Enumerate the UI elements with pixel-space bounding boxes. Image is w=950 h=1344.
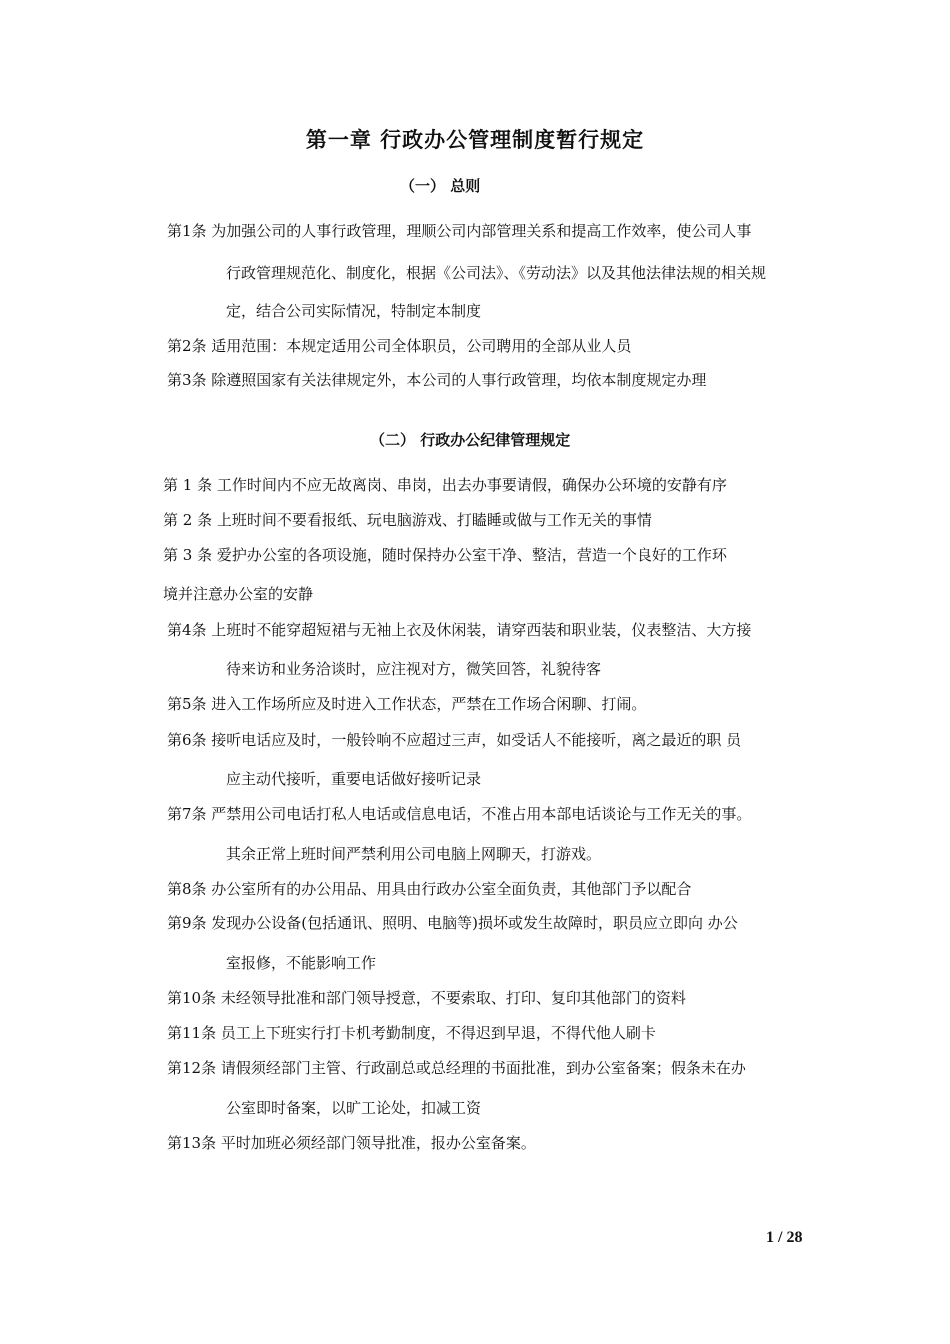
section-heading-discipline: （二） 行政办公纪律管理规定 (370, 431, 571, 449)
article-line: 其余正常上班时间严禁利用公司电脑上网聊天，打游戏。 (226, 845, 602, 863)
chapter-title: 第一章 行政办公管理制度暂行规定 (305, 128, 645, 152)
article-line: 境并注意办公室的安静 (163, 585, 314, 603)
article-line: 待来访和业务洽谈时，应注视对方，微笑回答，礼貌待客 (226, 660, 602, 678)
article-line: 定，结合公司实际情况，特制定本制度 (226, 302, 482, 320)
article-line: 公室即时备案，以旷工论处，扣减工资 (226, 1099, 482, 1117)
article-line: 第5条 进入工作场所应及时进入工作状态，严禁在工作场合闲聊、打闹。 (167, 695, 647, 713)
article-line: 第11条 员工上下班实行打卡机考勤制度，不得迟到早退，不得代他人刷卡 (167, 1024, 656, 1042)
page-number: 1 / 28 (766, 1229, 803, 1246)
article-line: 第7条 严禁用公司电话打私人电话或信息电话，不准占用本部电话谈论与工作无关的事。 (167, 805, 752, 823)
article-line: 第6条 接听电话应及时，一般铃响不应超过三声，如受话人不能接听，离之最近的职 员 (167, 731, 742, 749)
section-heading-general: （一） 总则 (400, 177, 481, 195)
article-line: 第10条 未经领导批准和部门领导授意，不要索取、打印、复印其他部门的资料 (167, 989, 686, 1007)
article-line: 第8条 办公室所有的办公用品、用具由行政办公室全面负责，其他部门予以配合 (167, 880, 692, 898)
article-line: 第3条 除遵照国家有关法律规定外，本公司的人事行政管理，均依本制度规定办理 (167, 371, 707, 389)
article-line: 第4条 上班时不能穿超短裙与无袖上衣及休闲装，请穿西装和职业装，仪表整洁、大方接 (167, 621, 752, 639)
article-line: 应主动代接听，重要电话做好接听记录 (226, 770, 482, 788)
article-line: 第 3 条 爱护办公室的各项设施，随时保持办公室干净、整洁，营造一个良好的工作环 (163, 546, 727, 564)
article-line: 室报修，不能影响工作 (226, 954, 377, 972)
article-line: 第13条 平时加班必须经部门领导批准，报办公室备案。 (167, 1134, 536, 1152)
article-line: 第12条 请假须经部门主管、行政副总或总经理的书面批准，到办公室备案；假条未在办 (167, 1059, 746, 1077)
article-line: 第 1 条 工作时间内不应无故离岗、串岗，出去办事要请假，确保办公环境的安静有序 (163, 476, 727, 494)
article-line: 第2条 适用范围：本规定适用公司全体职员，公司聘用的全部从业人员 (167, 337, 632, 355)
article-line: 第1条 为加强公司的人事行政管理，理顺公司内部管理关系和提高工作效率，使公司人事 (167, 222, 752, 240)
article-line: 第9条 发现办公设备(包括通讯、照明、电脑等)损坏或发生故障时，职员应立即向 办公 (167, 914, 738, 932)
article-line: 第 2 条 上班时间不要看报纸、玩电脑游戏、打瞌睡或做与工作无关的事情 (163, 511, 652, 529)
article-line: 行政管理规范化、制度化，根据《公司法》、《劳动法》以及其他法律法规的相关规 (226, 264, 767, 282)
